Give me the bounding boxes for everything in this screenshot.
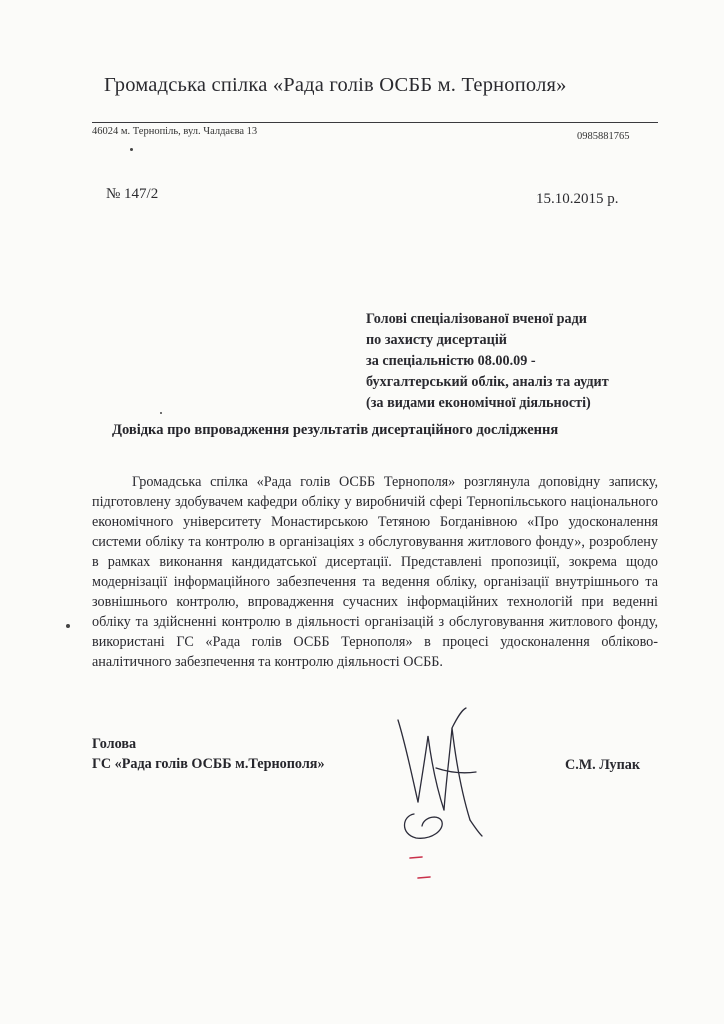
handwritten-signature: [392, 706, 492, 846]
document-heading: Довідка про впровадження результатів дисертаційного дослідження: [112, 422, 559, 438]
signatory-role-line: ГС «Рада голів ОСББ м.Тернополя»: [92, 756, 325, 772]
body-paragraph: Громадська спілка «Рада голів ОСББ Тернополя» розглянула доповідну записку, підготовлену здобувачем кафедри обліку у виробничій сфері Тернопільського національного економічного університету Монастирською Тетяною Богданівною «Про удосконалення системи обліку та контролю в організаціях з обслуговування житлового фонду», розроблену в рамках виконання кандидатської дисертації. Представлені пропозиції, зокрема щодо модернізації інформаційного забезпечення та ведення обліку, організації внутрішнього та зовнішнього контролю, впровадження сучасних інформаційних технологій при веденні обліку та здійсненні контролю в діяльності організацій з обслуговування житлового фонду, використані ГС «Рада голів ОСББ Тернополя» в процесі удосконалення обліково-аналітичного забезпечення та контролю діяльності ОСББ.: [92, 474, 658, 671]
addressee-line: по захисту дисертацій: [366, 332, 507, 348]
signature-strokes: [398, 708, 482, 838]
addressee-block: [366, 309, 696, 414]
organization-phone: 0985881765: [577, 131, 630, 142]
red-ink-mark: [408, 856, 438, 886]
document-date: 15.10.2015 р.: [536, 191, 619, 207]
scan-speck: [160, 412, 162, 414]
addressee-line: (за видами економічної діяльності): [366, 395, 591, 411]
header-divider: [92, 122, 658, 123]
signatory-name: С.М. Лупак: [565, 757, 641, 773]
addressee-line: бухгалтерський облік, аналіз та аудит: [366, 374, 609, 390]
scan-speck: [66, 624, 70, 628]
organization-title: Громадська спілка «Рада голів ОСББ м. Тернополя»: [104, 74, 567, 96]
document-number: № 147/2: [106, 186, 159, 202]
signatory-role: [92, 734, 325, 774]
signatory-role-line: Голова: [92, 736, 137, 752]
organization-address: 46024 м. Тернопіль, вул. Чалдаєва 13: [92, 126, 258, 137]
addressee-line: Голові спеціалізованої вченої ради: [366, 311, 587, 327]
scan-speck: [130, 148, 133, 151]
addressee-line: за спеціальністю 08.00.09 -: [366, 353, 536, 369]
red-ink-strokes: [410, 857, 430, 878]
